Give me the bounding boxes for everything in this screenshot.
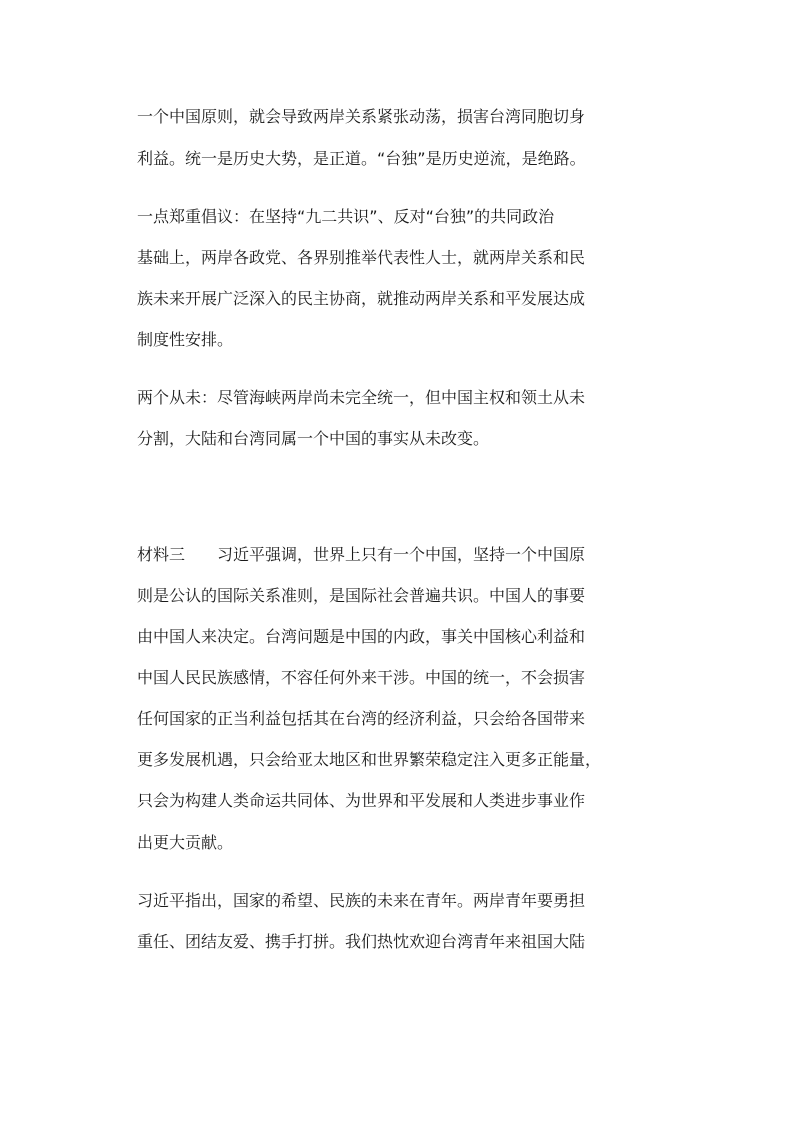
text-line: 中国人民民族感情，不容任何外来干涉。中国的统一，不会损害 <box>137 668 586 687</box>
text-line: 两个从未：尽管海峡两岸尚未完全统一，但中国主权和领土从未 <box>137 388 586 407</box>
text-line: 制度性安排。 <box>137 330 234 349</box>
text-line: 一点郑重倡议：在坚持“九二共识”、反对“台独”的共同政治 <box>137 207 555 226</box>
text-line: 材料三 习近平强调，世界上只有一个中国，坚持一个中国原 <box>137 545 586 564</box>
text-line: 习近平指出，国家的希望、民族的未来在青年。两岸青年要勇担 <box>137 891 586 910</box>
text-line: 基础上，两岸各政党、各界别推举代表性人士，就两岸关系和民 <box>137 248 586 267</box>
text-line: 出更大贡献。 <box>137 833 234 852</box>
text-line: 由中国人来决定。台湾问题是中国的内政，事关中国核心利益和 <box>137 627 586 646</box>
text-line: 任何国家的正当利益包括其在台湾的经济利益，只会给各国带来 <box>137 709 586 728</box>
text-line: 分割，大陆和台湾同属一个中国的事实从未改变。 <box>137 429 490 448</box>
text-line: 则是公认的国际关系准则，是国际社会普遍共识。中国人的事要 <box>137 586 586 605</box>
text-line: 族未来开展广泛深入的民主协商，就推动两岸关系和平发展达成 <box>137 289 586 308</box>
text-line: 只会为构建人类命运共同体、为世界和平发展和人类进步事业作 <box>137 791 586 810</box>
text-line: 更多发展机遇，只会给亚太地区和世界繁荣稳定注入更多正能量， <box>137 750 602 769</box>
text-line: 一个中国原则，就会导致两岸关系紧张动荡，损害台湾同胞切身 <box>137 107 586 126</box>
text-line: 利益。统一是历史大势，是正道。“台独”是历史逆流，是绝路。 <box>137 149 586 168</box>
text-line: 重任、团结友爱、携手打拼。我们热忱欢迎台湾青年来祖国大陆 <box>137 932 586 951</box>
